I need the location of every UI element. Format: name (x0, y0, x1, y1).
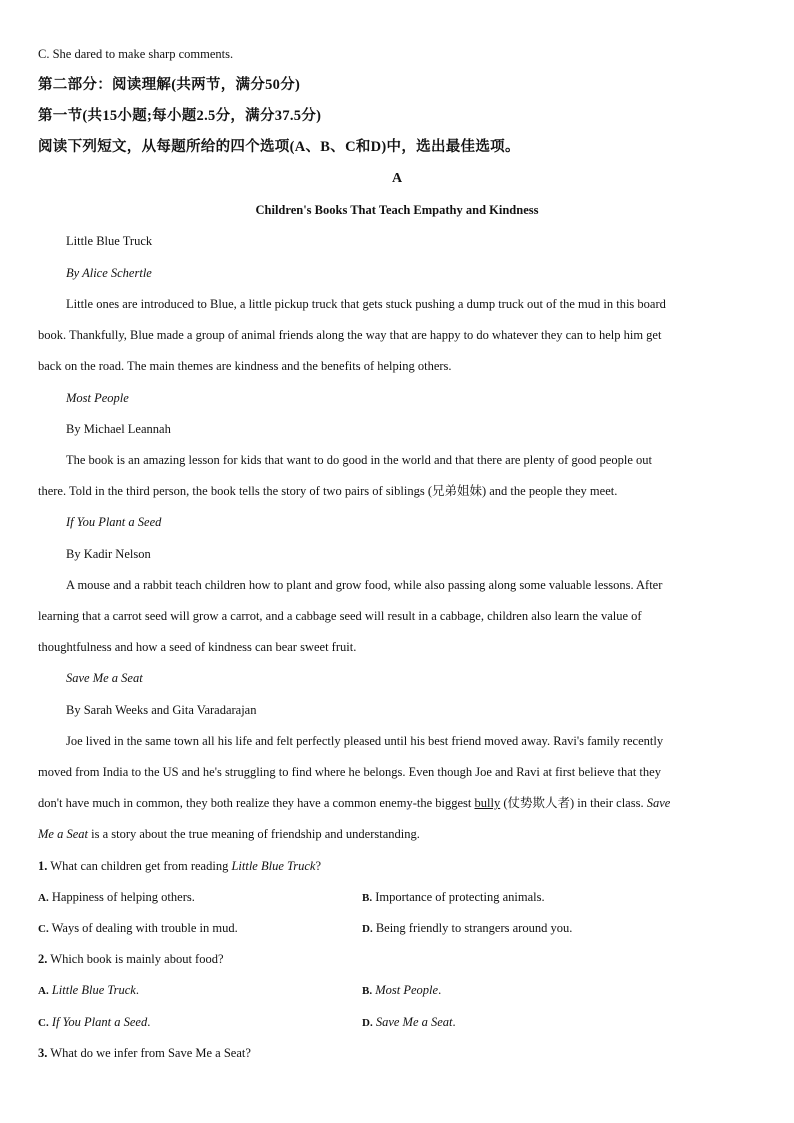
previous-option-c: C. She dared to make sharp comments. (38, 47, 234, 61)
book-description-line: book. Thankfully, Blue made a group of animal friends along the way that are happy to do whatever they can to help him get (38, 328, 662, 342)
q2-option-b: B. Most People. (362, 983, 442, 997)
book-title: Most People (66, 391, 129, 405)
book-description-line: Joe lived in the same town all his life and felt perfectly pleased until his best friend moved away. Ravi's family recently (66, 734, 664, 748)
q2-option-a: A. Little Blue Truck. (38, 983, 139, 997)
book-description-line: A mouse and a rabbit teach children how to plant and grow food, while also passing along some valuable lessons. After (66, 578, 663, 592)
book-author: By Michael Leannah (66, 422, 171, 436)
book-title: Little Blue Truck (66, 234, 153, 248)
question-1: 1. What can children get from reading Little Blue Truck? (38, 859, 322, 873)
q1-option-b: B. Importance of protecting animals. (362, 890, 545, 904)
book-author: By Kadir Nelson (66, 547, 151, 561)
instruction: 阅读下列短文，从每题所给的四个选项(A、B、C和D)中，选出最佳选项。 (38, 139, 520, 155)
book-description-line: The book is an amazing lesson for kids that want to do good in the world and that there are plenty of good people out (66, 453, 652, 467)
section-heading: 第一节(共15小题;每小题2.5分，满分37.5分) (38, 108, 322, 124)
book-author: By Alice Schertle (66, 266, 152, 280)
book-author: By Sarah Weeks and Gita Varadarajan (66, 703, 257, 717)
question-3: 3. What do we infer from Save Me a Seat? (38, 1046, 251, 1060)
book-description-line: learning that a carrot seed will grow a carrot, and a cabbage seed will result in a cabbage, children also learn the value of (38, 609, 642, 623)
question-2: 2. Which book is mainly about food? (38, 952, 224, 966)
q2-option-d: D. Save Me a Seat. (362, 1015, 456, 1029)
q1-option-c: C. Ways of dealing with trouble in mud. (38, 921, 238, 935)
passage-title: Children's Books That Teach Empathy and Kindness (255, 203, 539, 217)
q2-option-c: C. If You Plant a Seed. (38, 1015, 151, 1029)
passage-letter: A (391, 171, 403, 186)
part-heading: 第二部分：阅读理解(共两节，满分50分) (38, 77, 301, 93)
book-description-line: don't have much in common, they both realize they have a common enemy-the biggest bully (仗势欺人者) in their class. Save (38, 796, 671, 810)
book-description-line: there. Told in the third person, the book tells the story of two pairs of siblings (兄弟姐妹) and the people they meet. (38, 484, 618, 498)
q1-option-a: A. Happiness of helping others. (38, 890, 195, 904)
book-description-line: thoughtfulness and how a seed of kindness can bear sweet fruit. (38, 640, 357, 654)
underlined-word-bully: bully (474, 796, 501, 810)
book-description-line: Me a Seat is a story about the true meaning of friendship and understanding. (38, 827, 420, 841)
book-description-line: Little ones are introduced to Blue, a little pickup truck that gets stuck pushing a dump truck out of the mud in this board (66, 297, 666, 311)
book-description-line: back on the road. The main themes are kindness and the benefits of helping others. (38, 359, 452, 373)
book-description-line: moved from India to the US and he's struggling to find where he belongs. Even though Joe and Ravi at first believe that they (38, 765, 661, 779)
book-title: If You Plant a Seed (66, 515, 162, 529)
q1-option-d: D. Being friendly to strangers around you. (362, 921, 573, 935)
book-title: Save Me a Seat (66, 671, 143, 685)
